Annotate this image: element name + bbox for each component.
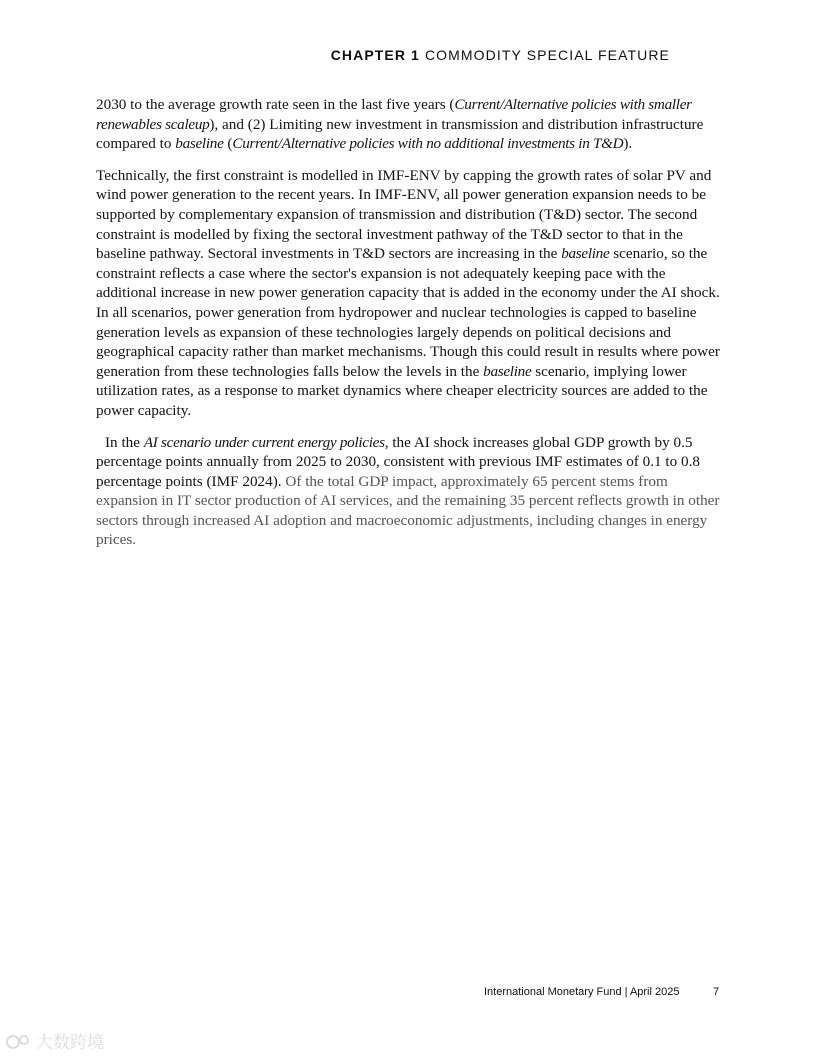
header-chapter: CHAPTER 1	[330, 47, 420, 63]
p2-text-a: Technically, the first constraint is modelled in IMF-ENV by capping the growth rates of solar PV and wind power generation to the recent years. In IMF-ENV, all power generation expansion needs to be supported by complementary expansion of transmission and distribution (T&D) sector. The second constraint is modelled by fixing the sectoral investment pathway of the T&D sector to that in the baseline pathway. Sectoral investments in T&D sectors are increasing in the	[96, 166, 712, 263]
watermark-logo	[6, 1028, 104, 1053]
p2-text-c: scenario, so the constraint reflects a case where the sector's expansion is not adequately keeping pace with the additional increase in new power generation capacity that is added in the economy under the AI shock. In all scenarios, power generation from hydropower and nuclear technologies is capped to baseline generation levels as expansion of these technologies largely depends on political decisions and geographical capacity rather than market mechanisms. Though this could result in results where power generation from these technologies falls below the levels in the	[96, 245, 720, 380]
running-header	[331, 47, 670, 63]
p3-text-c: , the AI shock increases global GDP growth by 0.5 percentage points annually from 2025 to 2030, consistent with previous IMF estimates of 0.1 to 0.8 percentage points (IMF 2024).	[96, 433, 701, 490]
p1-text-a: 2030 to the average growth rate seen in the last five years (	[96, 96, 455, 113]
header-section: COMMODITY SPECIAL FEATURE	[424, 47, 670, 63]
p1-italic-scenario-no-td: Current/Alternative policies with no additional investments in T&D	[232, 135, 624, 153]
p3-text-muted: Of the total GDP impact, approximately 65 percent stems from expansion in IT sector production of AI services, and the remaining 35 percent reflects growth in other sectors through increased AI adoption and macroeconomic adjustments, including changes in energy prices.	[96, 472, 720, 549]
p1-italic-baseline: baseline	[175, 135, 224, 153]
body-text	[96, 95, 720, 562]
p2-italic-baseline-2: baseline	[483, 362, 532, 380]
p3-text-a: In the	[105, 433, 144, 451]
p1-text-c: ), and (2) Limiting new investment in transmission and distribution infrastructure compared to	[96, 115, 704, 153]
footer-source: International Monetary Fund | April 2025	[484, 986, 680, 998]
p1-italic-scenario-smaller-renewables: Current/Alternative policies with smaller renewables scaleup	[96, 96, 692, 133]
p1-text-g: ).	[623, 135, 633, 153]
p3-italic-ai-scenario: AI scenario under current energy policies	[143, 433, 385, 451]
p2-text-e: scenario, implying lower utilization rates, as a response to market dynamics where cheaper electricity sources are added to the power capacity.	[96, 362, 708, 419]
watermark-icon	[6, 1033, 36, 1051]
p2-italic-baseline-1: baseline	[561, 245, 610, 263]
paragraph-2	[96, 166, 720, 421]
paragraph-3	[96, 433, 720, 551]
p1-text-e: (	[223, 135, 233, 153]
watermark-text: 大数跨境	[36, 1033, 104, 1053]
paragraph-1	[96, 95, 720, 154]
page-number: 7	[713, 986, 720, 998]
